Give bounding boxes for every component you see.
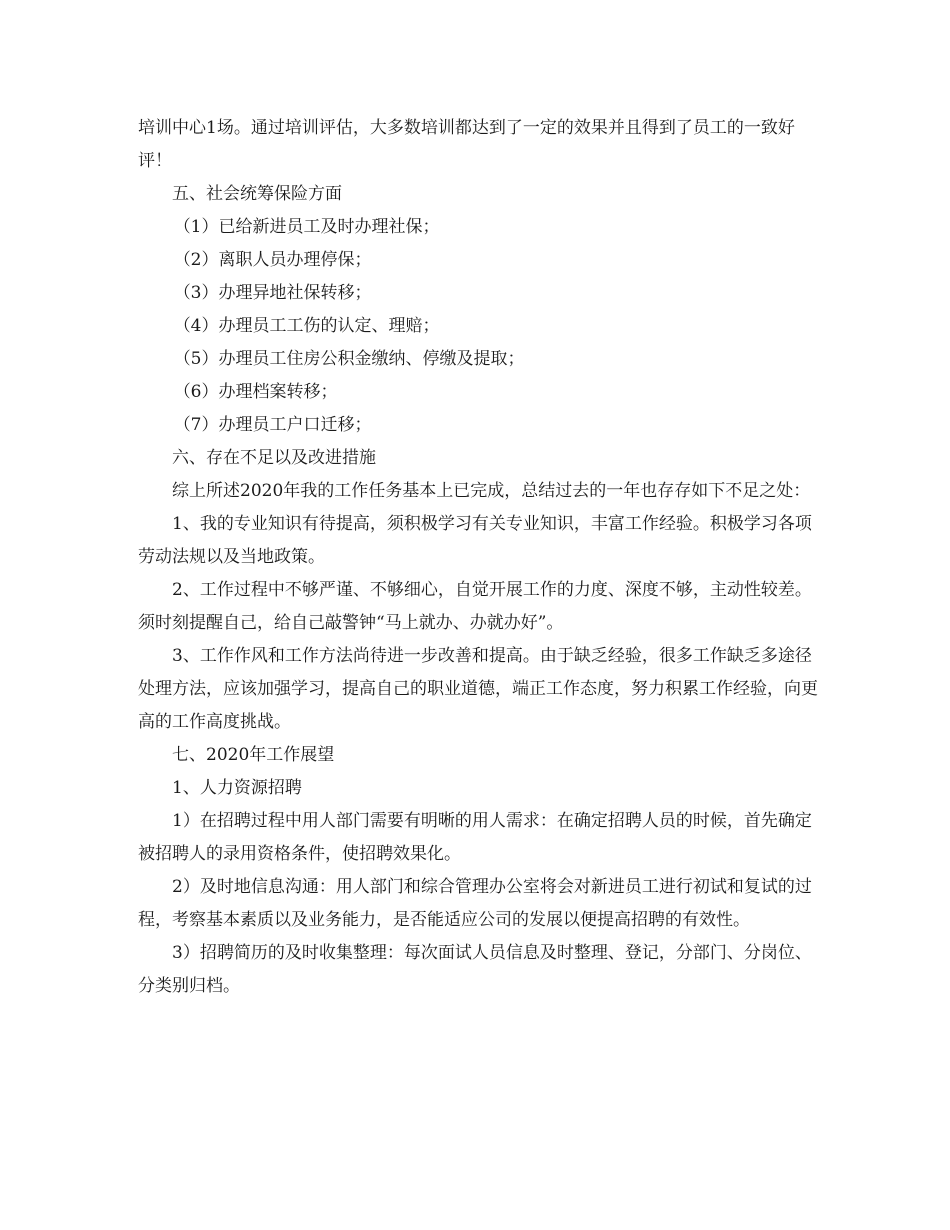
paragraph-recruitment-1: 1）在招聘过程中用人部门需要有明晰的用人需求：在确定招聘人员的时候，首先确定被招聘人的录用资格条件，使招聘效果化。 — [138, 811, 812, 864]
subheading-recruitment: 1、人力资源招聘 — [172, 778, 302, 798]
list-item: （3）办理异地社保转移； — [173, 283, 372, 303]
document-body — [138, 112, 818, 1003]
paragraph-training-result: 培训中心1场。通过培训评估，大多数培训都达到了一定的效果并且得到了员工的一致好评！ — [138, 118, 795, 171]
paragraph-summary: 综上所述2020年我的工作任务基本上已完成，总结过去的一年也存存如下不足之处： — [172, 481, 811, 501]
section-heading-shortcomings: 六、存在不足以及改进措施 — [172, 448, 376, 468]
list-item: （1）已给新进员工及时办理社保； — [173, 217, 440, 237]
list-item: （2）离职人员办理停保； — [173, 250, 372, 270]
list-item: （5）办理员工住房公积金缴纳、停缴及提取； — [173, 349, 525, 369]
list-item: （4）办理员工工伤的认定、理赔； — [173, 316, 440, 336]
paragraph-shortcoming-1: 1、我的专业知识有待提高，须积极学习有关专业知识，丰富工作经验。积极学习各项劳动法规以及当地政策。 — [138, 514, 812, 567]
paragraph-recruitment-3: 3）招聘简历的及时收集整理：每次面试人员信息及时整理、登记，分部门、分岗位、分类别归档。 — [138, 943, 812, 996]
section-heading-outlook: 七、2020年工作展望 — [172, 745, 335, 765]
list-item: （6）办理档案转移； — [173, 382, 338, 402]
list-item: （7）办理员工户口迁移； — [173, 415, 372, 435]
section-heading-social-insurance: 五、社会统筹保险方面 — [172, 184, 342, 204]
paragraph-shortcoming-2: 2、工作过程中不够严谨、不够细心，自觉开展工作的力度、深度不够，主动性较差。须时刻提醒自己，给自己敲警钟“马上就办、办就办好”。 — [138, 580, 812, 633]
paragraph-shortcoming-3: 3、工作作风和工作方法尚待进一步改善和提高。由于缺乏经验，很多工作缺乏多途径处理方法，应该加强学习，提高自己的职业道德，端正工作态度，努力积累工作经验，向更高的工作高度挑战。 — [138, 646, 818, 732]
paragraph-recruitment-2: 2）及时地信息沟通：用人部门和综合管理办公室将会对新进员工进行初试和复试的过程，考察基本素质以及业务能力，是否能适应公司的发展以便提高招聘的有效性。 — [138, 877, 812, 930]
